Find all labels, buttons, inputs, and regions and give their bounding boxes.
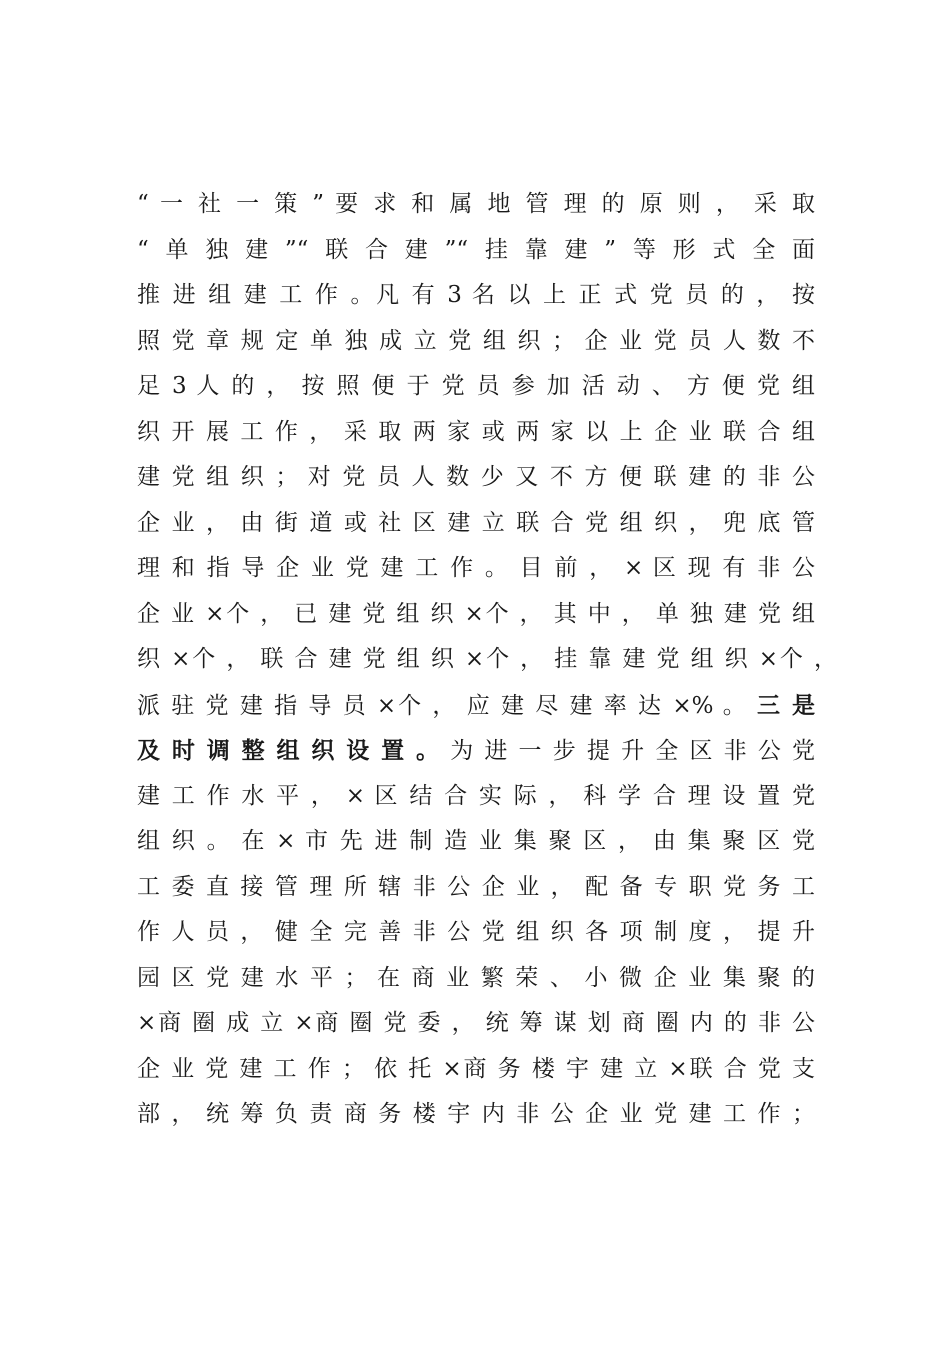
text-line: 作 人 员 ， 健 全 完 善 非 公 党 组 织 各 项 制 度 ， 提 升 <box>137 919 815 945</box>
text-line: 部 ， 统 筹 负 责 商 务 楼 宇 内 非 公 企 业 党 建 工 作 ； <box>137 1101 815 1127</box>
text-line: 工 委 直 接 管 理 所 辖 非 公 企 业 ， 配 备 专 职 党 务 工 <box>137 873 815 900</box>
text-line: “ 一 社 一 策 ” 要 求 和 属 地 管 理 的 原 则 ， 采 取 <box>137 191 815 217</box>
text-line: 织 ×个 ， 联 合 建 党 组 织 ×个 ， 挂 靠 建 党 组 织 ×个 ， <box>137 646 837 672</box>
text-segment: 为 进 一 步 提 升 全 区 非 公 党 <box>450 738 815 764</box>
bold-heading: 及 时 调 整 组 织 设 置 。 <box>137 737 441 764</box>
bold-heading-start: 三 是 <box>757 691 815 719</box>
text-line: 企 业 ， 由 街 道 或 社 区 建 立 联 合 党 组 织 ， 兜 底 管 <box>137 509 815 536</box>
text-line: 建 党 组 织 ； 对 党 员 人 数 少 又 不 方 便 联 建 的 非 公 <box>137 464 815 490</box>
text-line: 企 业 党 建 工 作 ； 依 托 ×商 务 楼 宇 建 立 ×联 合 党 支 <box>137 1055 815 1082</box>
text-line: 建 工 作 水 平 ， × 区 结 合 实 际 ， 科 学 合 理 设 置 党 <box>137 782 815 809</box>
text-line: 企 业 ×个 ， 已 建 党 组 织 ×个 ， 其 中 ， 单 独 建 党 组 <box>137 600 815 627</box>
text-line: 推 进 组 建 工 作 。凡 有 3 名 以 上 正 式 党 员 的 ， 按 <box>137 282 815 308</box>
text-line: ×商 圈 成 立 ×商 圈 党 委 ， 统 筹 谋 划 商 圈 内 的 非 公 <box>137 1010 815 1036</box>
text-segment: 派 驻 党 建 指 导 员 ×个 ， 应 建 尽 建 率 达 ×% 。 <box>137 692 748 719</box>
text-line: 织 开 展 工 作 ， 采 取 两 家 或 两 家 以 上 企 业 联 合 组 <box>137 418 815 445</box>
text-line-mixed <box>137 728 815 774</box>
text-line: “单独建”“联合建”“挂靠建”等形式全面 <box>137 236 815 263</box>
body-paragraph <box>137 182 837 1138</box>
text-line: 理 和 指 导 企 业 党 建 工 作 。 目 前 ， × 区 现 有 非 公 <box>137 555 815 581</box>
text-line: 园 区 党 建 水 平 ； 在 商 业 繁 荣 、 小 微 企 业 集 聚 的 <box>137 964 815 991</box>
text-line: 组 织 。 在 × 市 先 进 制 造 业 集 聚 区 ， 由 集 聚 区 党 <box>137 828 815 854</box>
text-line: 照 党 章 规 定 单 独 成 立 党 组 织 ； 企 业 党 员 人 数 不 <box>137 327 815 354</box>
text-line: 足 3 人 的 ， 按 照 便 于 党 员 参 加 活 动 、 方 便 党 组 <box>137 373 815 399</box>
text-line-mixed <box>137 683 815 729</box>
